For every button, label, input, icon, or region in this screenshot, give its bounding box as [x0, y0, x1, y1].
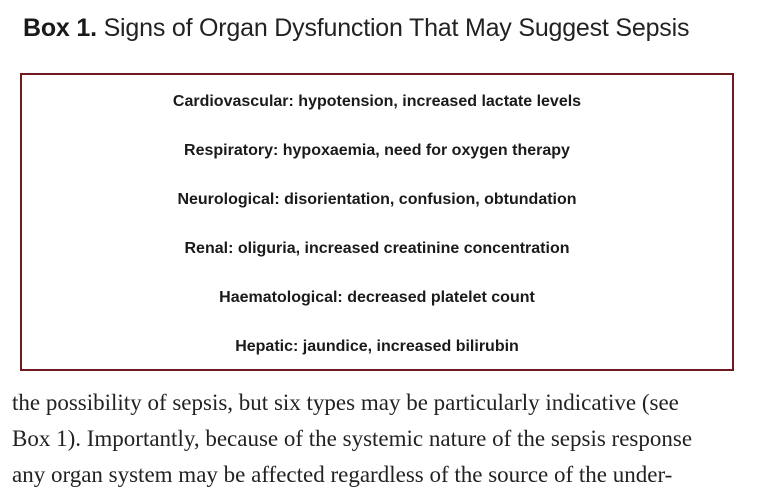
sign-cardiovascular: Cardiovascular: hypotension, increased lactate levels — [172, 93, 582, 110]
box-heading — [23, 14, 689, 43]
sign-haematological: Haematological: decreased platelet count — [219, 289, 535, 306]
sign-renal: Renal: oliguria, increased creatinine concentration — [184, 240, 570, 257]
body-line-1: the possibility of sepsis, but six types may be particularly indicative (see — [12, 390, 679, 415]
sign-hepatic: Hepatic: jaundice, increased bilirubin — [235, 338, 519, 355]
sign-respiratory: Respiratory: hypoxaemia, need for oxygen therapy — [184, 142, 570, 159]
box-label: Box 1. — [23, 14, 97, 42]
box-title-text: Signs of Organ Dysfunction That May Suggest Sepsis — [103, 14, 690, 42]
organ-dysfunction-box — [20, 73, 734, 371]
body-paragraph — [12, 385, 756, 492]
body-line-2: Box 1). Importantly, because of the systemic nature of the sepsis response — [12, 426, 693, 451]
sign-neurological: Neurological: disorientation, confusion, obtundation — [177, 191, 577, 208]
body-line-3: any organ system may be affected regardless of the source of the under- — [12, 462, 673, 487]
